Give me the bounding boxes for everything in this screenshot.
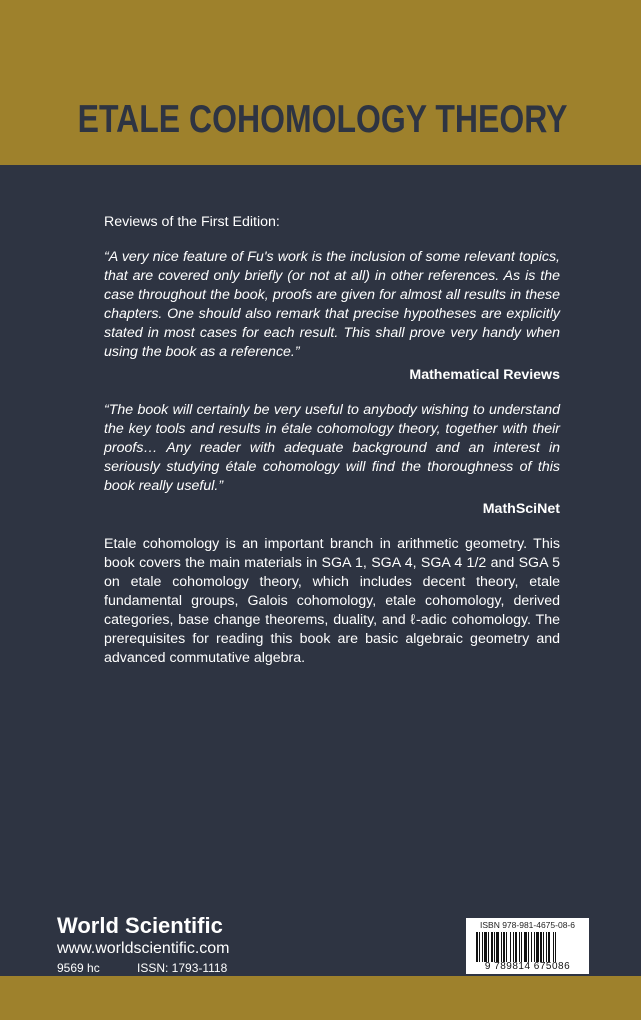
barcode-digits: 9 789814 675086 xyxy=(484,961,571,972)
review-quote: “The book will certainly be very useful to anybody wishing to understand the key tools and results in étale cohomology theory, together with their proofs… Any reader with adequate background and an interest in seriously studying étale cohomology will find the thoroughness of this book really useful.” xyxy=(104,402,560,494)
catalog-code: 9569 hc xyxy=(57,961,100,975)
barcode-bar xyxy=(482,932,483,962)
barcode-bar xyxy=(543,932,544,962)
book-title: ETALE COHOMOLOGY THEORY xyxy=(77,98,568,141)
review-source: MathSciNet xyxy=(482,501,560,517)
barcode-bar xyxy=(501,932,502,962)
barcode-bar xyxy=(491,932,493,962)
publisher-block xyxy=(57,913,229,977)
barcode-bar xyxy=(534,932,535,962)
barcode-bar xyxy=(484,932,487,962)
issn: ISSN: 1793-1118 xyxy=(137,961,228,975)
back-cover-text xyxy=(104,213,560,668)
publisher-codes xyxy=(57,959,229,977)
barcode-bar xyxy=(553,932,554,962)
barcode-bar xyxy=(519,932,520,962)
isbn-barcode xyxy=(466,918,589,974)
barcode-bar xyxy=(531,932,532,962)
reviews-heading: Reviews of the First Edition: xyxy=(104,214,280,230)
review-quote: “A very nice feature of Fu's work is the inclusion of some relevant topics, that are covered only briefly (or not at all) in other references. As is the case throughout the book, proofs are given for almost all results in these chapters. One should also remark that precise hypotheses are explicitly stated in most cases for each result. This shall prove very handy when using the book as a reference.” xyxy=(104,249,560,360)
barcode-bar xyxy=(528,932,529,962)
barcode-bar xyxy=(546,932,547,962)
barcode-bar xyxy=(548,932,550,962)
barcode-bar xyxy=(524,932,527,962)
barcode-bar xyxy=(521,932,522,962)
barcode-bar xyxy=(515,932,517,962)
book-description: Etale cohomology is an important branch in arithmetic geometry. This book covers the main materials in SGA 1, SGA 4, SGA 4 1/2 and SGA 5 on etale cohomology theory, which includes decent theory, etale fundamental groups, Galois cohomology, etale cohomology, derived categories, base change theorems, duality, and ℓ-adic cohomology. The prerequisites for reading this book are basic algebraic geometry and advanced commutative algebra. xyxy=(104,536,560,666)
barcode-bar xyxy=(494,932,495,962)
review-source: Mathematical Reviews xyxy=(409,367,560,383)
barcode-bars xyxy=(476,932,586,962)
publisher-url: www.worldscientific.com xyxy=(57,940,230,957)
publisher-name: World Scientific xyxy=(57,913,223,938)
barcode-bar xyxy=(555,932,556,962)
barcode-bar xyxy=(540,932,542,962)
isbn-label: ISBN 978-981-4675-08-6 xyxy=(480,920,575,930)
barcode-bar xyxy=(536,932,539,962)
bottom-color-band xyxy=(0,976,641,1020)
barcode-bar xyxy=(513,932,514,962)
barcode-bar xyxy=(479,932,480,962)
barcode-bar xyxy=(476,932,478,962)
barcode-bar xyxy=(496,932,499,962)
barcode-bar xyxy=(510,932,511,962)
barcode-bar xyxy=(506,932,507,962)
barcode-bar xyxy=(488,932,489,962)
barcode-bar xyxy=(503,932,505,962)
